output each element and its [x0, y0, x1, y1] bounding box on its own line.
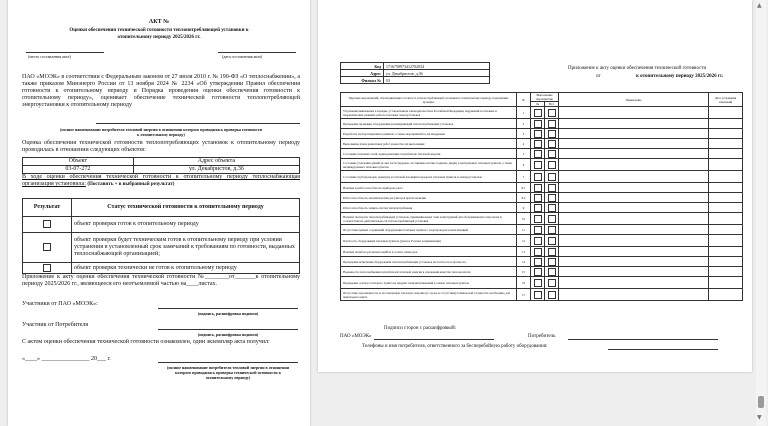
- signer-moek: ПАО «МОЭК»: [340, 334, 372, 339]
- checklist-deadline-cell[interactable]: [709, 183, 743, 193]
- checklist-no-checkbox[interactable]: [548, 140, 556, 148]
- checklist-remarks-cell[interactable]: [559, 171, 709, 183]
- checklist-row: [341, 183, 743, 193]
- checklist-yes-checkbox[interactable]: [534, 173, 542, 181]
- date-blank: «____» ________________ 20___ г.: [22, 356, 111, 362]
- checklist-no-checkbox[interactable]: [548, 237, 556, 245]
- checklist-yes-cell[interactable]: [531, 257, 545, 267]
- place-line: [26, 52, 104, 53]
- checklist-no-cell[interactable]: [545, 119, 559, 129]
- checklist-remarks-cell[interactable]: [559, 289, 709, 301]
- checklist-row: [341, 277, 743, 289]
- checklist-no-cell[interactable]: [545, 235, 559, 247]
- checklist-item-number: 6: [517, 159, 531, 171]
- result-checkbox-conditional[interactable]: [43, 243, 51, 251]
- checklist-yes-cell[interactable]: [531, 203, 545, 213]
- consumer-caption-2: к отопительному периоду): [137, 132, 185, 137]
- checklist-yes-checkbox[interactable]: [534, 215, 542, 223]
- checklist-item-number: 17: [517, 289, 531, 301]
- checklist-deadline-cell[interactable]: [709, 277, 743, 289]
- checklist-item-number: 14: [517, 257, 531, 267]
- scrollbar-thumb[interactable]: [758, 396, 764, 408]
- status-not-ready: объект проверки технически не готов к отопительному периоду: [72, 263, 300, 274]
- appendix-title-3: к отопительному периоду 2025/2026 гг.: [636, 74, 724, 79]
- consumer-signature-caption: (подпись, расшифровка подписи): [197, 332, 259, 337]
- header-no: Нет: [545, 102, 559, 107]
- checklist-no-checkbox[interactable]: [548, 248, 556, 256]
- checklist-no-checkbox[interactable]: [548, 258, 556, 266]
- checklist-table: [340, 92, 743, 301]
- date-caption: (дата составления акта): [222, 54, 263, 59]
- checklist-item-text: Работоспособность защиты систем теплопотребления: [341, 203, 517, 213]
- checklist-row: [341, 247, 743, 257]
- checklist-deadline-cell[interactable]: [709, 171, 743, 183]
- checklist-row: [341, 203, 743, 213]
- checklist-row: [341, 193, 743, 203]
- checklist-item-number: 11: [517, 225, 531, 235]
- info-value-branch: 03: [384, 77, 490, 84]
- result-table: [22, 198, 300, 274]
- checklist-no-checkbox[interactable]: [548, 150, 556, 158]
- participant-moek-label: Участники от ПАО «МОЭК»:: [22, 301, 98, 307]
- checklist-yes-cell[interactable]: [531, 247, 545, 257]
- checklist-yes-checkbox[interactable]: [534, 161, 542, 169]
- result-checkbox-not-ready-cell[interactable]: [23, 263, 72, 274]
- checklist-item-text: Отсутствие задолженности за поставленную тепловую энергию (в случае ее отсутствия) технической готовности, необходимо для пешеходного цвета: [341, 289, 517, 301]
- checklist-no-cell[interactable]: [545, 159, 559, 171]
- footer-caption-1: (полное наименование потребителя тепловой энергии в отношении: [166, 365, 289, 370]
- checklist-no-cell[interactable]: [545, 247, 559, 257]
- checklist-no-cell[interactable]: [545, 183, 559, 193]
- checklist-yes-checkbox[interactable]: [534, 226, 542, 234]
- info-value-code: 1716758973412702034: [384, 63, 490, 70]
- appendix-title-1: Приложение к акту оценки обеспечения технической готовности: [568, 66, 707, 71]
- intro-paragraph: ПАО «МОЭК» в соответствии с Федеральным законом от 27 июля 2010 г. № 190-ФЗ «О теплоснабжении», а также приказом Минэнерго России от 13 ноября 2024 № 2234 «Об утверждении Правил обеспечения готовности к отопительному периоду и Порядка проведения оценки обеспечения готовности к отопительному периоду», оценивает обеспечение технической готовности теплопотребляющей энергоустановки к отопительному периоду: [22, 74, 300, 108]
- checklist-remarks-cell[interactable]: [559, 225, 709, 235]
- checklist-item-text: Состояние утепления зданий (и они части чердаков, лестничные клетки, подвалы, двери) и центральных тепловых пунктов, а также индивидуальных тепловых пунктов: [341, 159, 517, 171]
- checklist-remarks-cell[interactable]: [559, 235, 709, 247]
- checklist-yes-checkbox[interactable]: [534, 140, 542, 148]
- info-value-address: ул. Декабристов, д.36: [384, 70, 490, 77]
- checklist-item-text: Устранение выявленных в порядке, установленном законодательством Российской Федерации, нарушений в тепловых и гидравлических режимах работы тепловых энергоустановок: [341, 107, 517, 119]
- signer-consumer: Потребитель: [528, 334, 556, 339]
- checklist-remarks-cell[interactable]: [559, 107, 709, 119]
- checklist-item-text: Проведение промывки оборудования и коммуникаций теплопотребляющих установок: [341, 119, 517, 129]
- checklist-yes-cell[interactable]: [531, 289, 545, 301]
- checklist-no-checkbox[interactable]: [548, 194, 556, 202]
- checklist-yes-checkbox[interactable]: [534, 130, 542, 138]
- checklist-remarks-cell[interactable]: [559, 119, 709, 129]
- checklist-item-number: 2: [517, 119, 531, 129]
- checklist-yes-cell[interactable]: [531, 159, 545, 171]
- status-conditional: объект проверки будет техническим готов к отопительному периоду при условии устранения в установленный срок замечаний к требованиям по готовности, выданных теплоснабжающей организацией;: [72, 233, 300, 263]
- checklist-remarks-cell[interactable]: [559, 149, 709, 159]
- checklist-no-cell[interactable]: [545, 203, 559, 213]
- checklist-item-number: 7: [517, 171, 531, 183]
- checklist-no-cell[interactable]: [545, 225, 559, 235]
- checklist-no-checkbox[interactable]: [548, 279, 556, 287]
- checklist-yes-checkbox[interactable]: [534, 194, 542, 202]
- checklist-yes-checkbox[interactable]: [534, 258, 542, 266]
- checklist-no-cell[interactable]: [545, 171, 559, 183]
- checklist-deadline-cell[interactable]: [709, 235, 743, 247]
- header-yes: Да: [531, 102, 545, 107]
- footer-caption-2: которого проводилась проверка технической готовности к: [175, 370, 281, 375]
- checklist-yes-checkbox[interactable]: [534, 279, 542, 287]
- phone-line: [608, 349, 718, 350]
- checklist-deadline-cell[interactable]: [709, 107, 743, 119]
- place-caption: (место составления акта): [28, 54, 71, 59]
- checklist-item-number: 1: [517, 107, 531, 119]
- checklist-item-number: 8.2: [517, 193, 531, 203]
- checklist-item-number: 13: [517, 247, 531, 257]
- moek-signature-line: [158, 308, 298, 309]
- act-subtitle-line2: отопительному периоду 2025/2026 гг.: [117, 35, 201, 40]
- checklist-no-cell[interactable]: [545, 107, 559, 119]
- checklist-deadline-cell[interactable]: [709, 139, 743, 149]
- checklist-remarks-cell[interactable]: [559, 247, 709, 257]
- result-checkbox-ready-cell[interactable]: [23, 217, 72, 233]
- checklist-deadline-cell[interactable]: [709, 129, 743, 139]
- checklist-no-checkbox[interactable]: [548, 215, 556, 223]
- checklist-yes-cell[interactable]: [531, 193, 545, 203]
- checklist-no-cell[interactable]: [545, 139, 559, 149]
- checklist-item-text: Отсутствие прямых соединений оборудования тепловых пунктов с водопроводом и канализацией: [341, 225, 517, 235]
- document-page-2: [318, 0, 752, 372]
- header-num: №: [517, 93, 531, 107]
- checklist-yes-checkbox[interactable]: [534, 184, 542, 192]
- checklist-item-number: 3: [517, 129, 531, 139]
- checklist-yes-cell[interactable]: [531, 149, 545, 159]
- checklist-item-text: Состояние тепловых сетей, принадлежащих потребителю тепловой энергии: [341, 149, 517, 159]
- appendix-paragraph: Приложение к акту оценки обеспечения технической готовности №________от_______к отопительному периоду 2025/2026 гг., являющееся его неотъемлемой частью на____листах.: [22, 274, 300, 287]
- checklist-deadline-cell[interactable]: [709, 289, 743, 301]
- signed-note: Подписи сторон с расшифровкой:: [384, 326, 457, 331]
- checklist-item-text: Работоспособность автоматических регуляторов при их наличии: [341, 193, 517, 203]
- checklist-no-cell[interactable]: [545, 267, 559, 277]
- result-checkbox-conditional-cell[interactable]: [23, 233, 72, 263]
- checklist-yes-cell[interactable]: [531, 267, 545, 277]
- checklist-item-text: Наличие пломб на расчетных шайбах и соплах элеваторов: [341, 247, 517, 257]
- scroll-up-arrow-icon[interactable]: ▲: [757, 2, 762, 9]
- consumer-caption-1: (полное наименование потребителя тепловой энергии в отношении которого проводилась проверка готовности: [60, 127, 262, 132]
- checklist-deadline-cell[interactable]: [709, 203, 743, 213]
- appendix-title-2: от: [596, 74, 601, 79]
- checklist-deadline-cell[interactable]: [709, 225, 743, 235]
- participant-consumer-label: Участник от Потребителя: [22, 322, 89, 328]
- scroll-down-arrow-icon[interactable]: ▼: [757, 414, 762, 421]
- moek-signature-caption: (подпись, расшифровка подписи): [197, 311, 259, 316]
- checklist-remarks-cell[interactable]: [559, 267, 709, 277]
- header-remarks: Примечание: [559, 93, 709, 107]
- checklist-yes-cell[interactable]: [531, 213, 545, 225]
- checklist-item-number: 12: [517, 235, 531, 247]
- checklist-remarks-cell[interactable]: [559, 139, 709, 149]
- copy-paragraph: С актом оценки обеспечения технической готовности ознакомлен, один экземпляр акта получил:: [22, 339, 270, 345]
- checklist-no-cell[interactable]: [545, 129, 559, 139]
- checklist-no-checkbox[interactable]: [548, 130, 556, 138]
- object-code: 03-07-272: [23, 166, 134, 174]
- checklist-item-number: 16: [517, 277, 531, 289]
- checklist-deadline-cell[interactable]: [709, 213, 743, 225]
- checklist-row: [341, 213, 743, 225]
- checklist-item-number: 5: [517, 149, 531, 159]
- consumer-name-line: [158, 362, 298, 363]
- checklist-no-checkbox[interactable]: [548, 161, 556, 169]
- checklist-item-text: Проведение осмотра теплового пункта на предмет наличия изменений в схемах тепловых пунктов: [341, 277, 517, 289]
- checklist-row: [341, 225, 743, 235]
- checklist-row: [341, 159, 743, 171]
- checklist-row: [341, 119, 743, 129]
- checklist-item-number: 9: [517, 203, 531, 213]
- checklist-yes-checkbox[interactable]: [534, 120, 542, 128]
- checklist-item-text: Наличие паспортов теплопотребляющих установок, принципиальных схем и инструкций для обслуживающего персонала и соответствие их действительности теплопотребляющей установки: [341, 213, 517, 225]
- checklist-row: [341, 129, 743, 139]
- objects-header-address: Адрес объекта: [133, 158, 299, 166]
- checklist-no-checkbox[interactable]: [548, 109, 556, 117]
- act-subtitle-line1: Оценки обеспечения технической готовности теплопотребляющей установки к: [69, 28, 249, 33]
- checklist-deadline-cell[interactable]: [709, 119, 743, 129]
- assessment-paragraph: Оценка обеспечения технической готовности теплопотребляющих установок к отопительному периоду проводилась в отношении следующих объектов:: [22, 140, 300, 153]
- checklist-yes-cell[interactable]: [531, 183, 545, 193]
- checklist-yes-cell[interactable]: [531, 107, 545, 119]
- checklist-yes-checkbox[interactable]: [534, 248, 542, 256]
- checklist-yes-checkbox[interactable]: [534, 268, 542, 276]
- result-header: Результат: [23, 199, 72, 217]
- checklist-yes-checkbox[interactable]: [534, 204, 542, 212]
- checklist-row: [341, 149, 743, 159]
- checklist-row: [341, 289, 743, 301]
- checklist-no-checkbox[interactable]: [548, 184, 556, 192]
- checklist-deadline-cell[interactable]: [709, 267, 743, 277]
- consumer-line: [96, 123, 300, 124]
- checklist-yes-cell[interactable]: [531, 171, 545, 183]
- checklist-deadline-cell[interactable]: [709, 159, 743, 171]
- checklist-no-checkbox[interactable]: [548, 204, 556, 212]
- heat-org-note: (Поставить + в выбранный результат): [87, 182, 175, 187]
- checklist-no-cell[interactable]: [545, 277, 559, 289]
- vertical-scrollbar[interactable]: [756, 0, 766, 426]
- checklist-row: [341, 267, 743, 277]
- checklist-item-text: Состояние трубопроводов, арматуры и тепловой изоляции в пределах тепловых пунктов и электроустановок: [341, 171, 517, 183]
- checklist-deadline-cell[interactable]: [709, 257, 743, 267]
- info-label-code: Код: [341, 63, 384, 70]
- checklist-no-checkbox[interactable]: [548, 173, 556, 181]
- checklist-no-cell[interactable]: [545, 213, 559, 225]
- signer-consumer-line: [568, 339, 718, 340]
- checklist-yes-cell[interactable]: [531, 119, 545, 129]
- checklist-yes-cell[interactable]: [531, 225, 545, 235]
- checklist-yes-cell[interactable]: [531, 235, 545, 247]
- result-checkbox-ready[interactable]: [43, 220, 51, 228]
- signer-moek-line: [374, 339, 494, 340]
- checklist-item-text: Плотность оборудования тепловых пунктов (указать Р испыт и применения): [341, 235, 517, 247]
- checklist-remarks-cell[interactable]: [559, 213, 709, 225]
- checklist-no-checkbox[interactable]: [548, 268, 556, 276]
- checklist-remarks-cell[interactable]: [559, 203, 709, 213]
- checklist-yes-checkbox[interactable]: [534, 291, 542, 299]
- checklist-row: [341, 139, 743, 149]
- consumer-signature-line: [158, 329, 298, 330]
- date-line: [218, 52, 296, 53]
- header-list: Перечень мероприятий, обеспечивающих готовность теплопотребляющей установки к отопительному периоду, подлежащих проверке: [341, 93, 517, 107]
- checklist-remarks-cell[interactable]: [559, 193, 709, 203]
- checklist-item-number: 10: [517, 213, 531, 225]
- checklist-remarks-cell[interactable]: [559, 159, 709, 171]
- footer-caption-3: отопительному периоду): [205, 375, 251, 380]
- heat-org-paragraph: [22, 174, 300, 188]
- checklist-remarks-cell[interactable]: [559, 129, 709, 139]
- checklist-no-cell[interactable]: [545, 289, 559, 301]
- act-title: АКТ №: [148, 19, 170, 25]
- checklist-yes-cell[interactable]: [531, 277, 545, 289]
- checklist-row: [341, 235, 743, 247]
- checklist-yes-cell[interactable]: [531, 139, 545, 149]
- checklist-row: [341, 171, 743, 183]
- info-label-address: Адрес: [341, 70, 384, 77]
- checklist-remarks-cell[interactable]: [559, 183, 709, 193]
- checklist-item-text: Надежность теплоснабжения потребителей тепловой энергии в отношении качества теплоносителя: [341, 267, 517, 277]
- checklist-remarks-cell[interactable]: [559, 257, 709, 267]
- header-done: Выполнение мероприятия: [531, 93, 559, 102]
- checklist-item-number: 8.1: [517, 183, 531, 193]
- document-page-1: [8, 0, 310, 426]
- checklist-no-cell[interactable]: [545, 149, 559, 159]
- checklist-row: [341, 257, 743, 267]
- checklist-no-checkbox[interactable]: [548, 291, 556, 299]
- header-deadline: Дата устранения замечаний: [709, 93, 743, 107]
- checklist-item-number: 15: [517, 267, 531, 277]
- object-address: ул. Декабристов, д.36: [133, 166, 299, 174]
- checklist-item-text: Проведение испытания оборудования теплопотребляющих установок на плотность и прочность: [341, 257, 517, 267]
- checklist-no-checkbox[interactable]: [548, 120, 556, 128]
- info-label-branch: Филиал №: [341, 77, 384, 84]
- checklist-yes-checkbox[interactable]: [534, 109, 542, 117]
- checklist-yes-checkbox[interactable]: [534, 237, 542, 245]
- result-checkbox-not-ready[interactable]: [43, 264, 51, 272]
- objects-header-object: Объект: [23, 158, 134, 166]
- status-header: Статус технической готовности к отопительному периоду: [72, 199, 300, 217]
- checklist-deadline-cell[interactable]: [709, 149, 743, 159]
- checklist-yes-checkbox[interactable]: [534, 150, 542, 158]
- checklist-item-text: Наличие и работоспособность приборов учета: [341, 183, 517, 193]
- checklist-item-text: Выполнение плана ремонтных работ и качество их выполнения: [341, 139, 517, 149]
- heat-org-text: В ходе оценки обеспечения технической готовности к отопительному периоду теплоснабжающая организация установила:: [22, 174, 300, 187]
- checklist-row: [341, 107, 743, 119]
- checklist-no-cell[interactable]: [545, 193, 559, 203]
- status-ready: объект проверки готов к отопительному периоду: [72, 217, 300, 233]
- checklist-remarks-cell[interactable]: [559, 277, 709, 289]
- phone-note: Телефоны и имя потребителя, ответственного за бесперебойную работу оборудования:: [362, 344, 548, 349]
- checklist-deadline-cell[interactable]: [709, 247, 743, 257]
- checklist-item-number: 4: [517, 139, 531, 149]
- checklist-no-checkbox[interactable]: [548, 226, 556, 234]
- checklist-item-text: Разработка эксплуатационных режимов, а также мероприятий по их внедрению: [341, 129, 517, 139]
- info-table: [340, 62, 490, 84]
- checklist-no-cell[interactable]: [545, 257, 559, 267]
- objects-table: [22, 157, 300, 174]
- checklist-yes-cell[interactable]: [531, 129, 545, 139]
- checklist-deadline-cell[interactable]: [709, 193, 743, 203]
- checklist-rows: [341, 107, 743, 301]
